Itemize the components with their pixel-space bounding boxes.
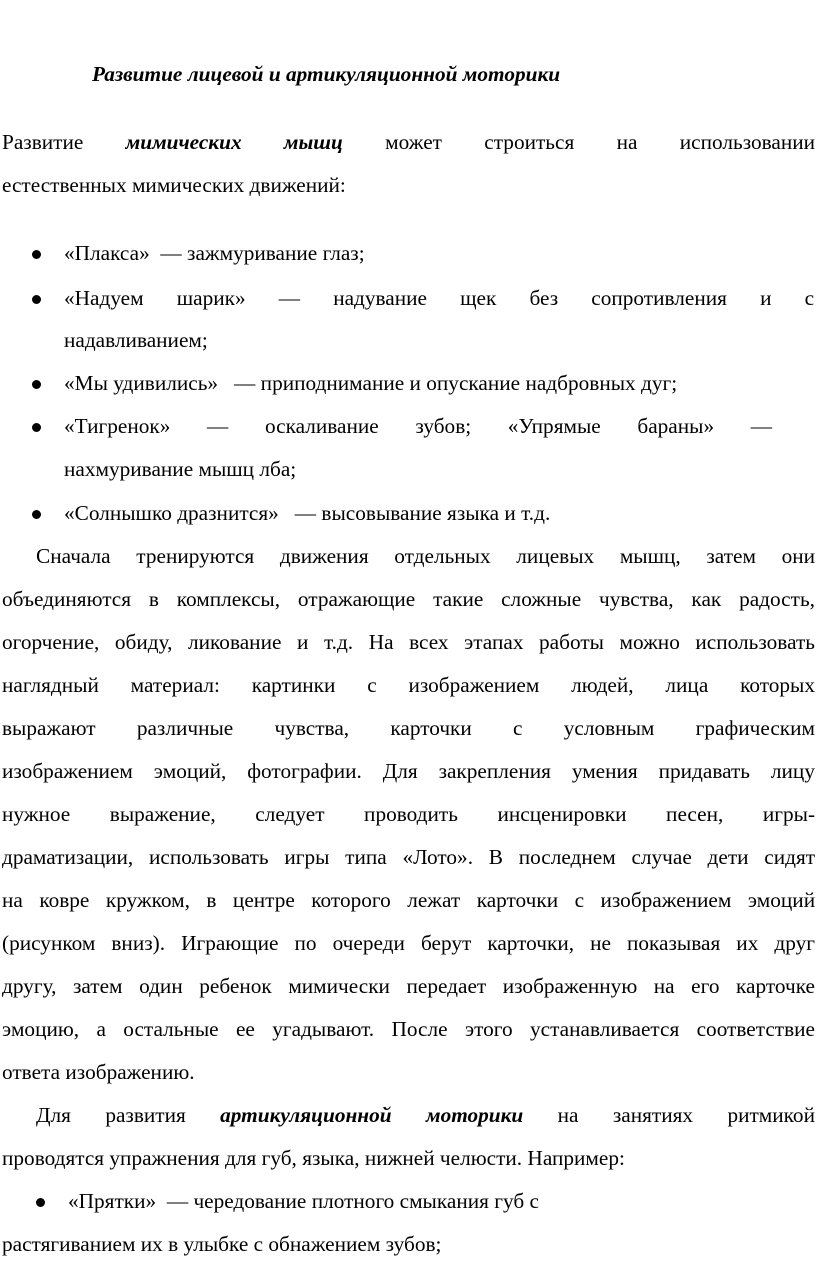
text-word: в (206, 888, 217, 912)
text-word: передает (406, 974, 487, 998)
text-word: Играющие (181, 931, 279, 955)
text-word: карточки (476, 888, 559, 912)
text-word: наглядный (2, 673, 99, 697)
text-word: Развитие (2, 130, 84, 154)
text-word: карточки, (487, 931, 575, 955)
bullet-desc: — приподнимание и опускание надбровных дуг; (234, 371, 678, 395)
text-word: центре (232, 888, 295, 912)
paragraph-line (36, 542, 815, 570)
text-word: и (296, 630, 309, 654)
text-word: т.д. (323, 630, 354, 654)
emphasis-articulation-motor: артикуляционной моторики (220, 1103, 524, 1127)
text-word: материал: (130, 673, 220, 697)
text-word: отдельных (394, 544, 491, 568)
text-word: затем (72, 974, 123, 998)
text-word: и (760, 286, 772, 310)
text-word: затем (706, 544, 756, 568)
text-word: придавать (658, 759, 751, 783)
text-word: — (750, 414, 773, 438)
text-word: изображенную (502, 974, 638, 998)
text-word: условным (563, 716, 655, 740)
text-word: ковре (39, 888, 90, 912)
text-word: эмоцию, (2, 1017, 80, 1041)
text-word: Для (382, 759, 418, 783)
text-word: не (590, 931, 611, 955)
text-word: друг (774, 931, 815, 955)
text-word: лежат (407, 888, 461, 912)
text-word: случае (631, 845, 692, 869)
text-word: объединяются (2, 587, 132, 611)
paragraph-line (2, 843, 815, 871)
text-word: с (574, 888, 585, 912)
text-word: бараны» (637, 414, 715, 438)
text-word: использовать (695, 630, 815, 654)
text-word: инсценировки (497, 802, 627, 826)
text-word: лицевых (516, 544, 595, 568)
text-word: мышц, (619, 544, 681, 568)
text-word: зубов; (415, 414, 472, 438)
text-word: картинки (251, 673, 336, 697)
text-word: использовании (679, 130, 816, 154)
text-word: их (736, 931, 759, 955)
bullet-term: «Плакса» (64, 241, 150, 265)
bullet-desc: — высовывание языка и т.д. (294, 501, 551, 525)
text-word: ее (235, 1017, 255, 1041)
artic-line-2: проводятся упражнения для губ, языка, нижней челюсти. Например: (2, 1146, 625, 1170)
text-word: соответствие (696, 1017, 815, 1041)
text-word: на (653, 974, 675, 998)
text-word: «Надуем (64, 286, 144, 310)
bullet-dot-icon (32, 250, 41, 259)
text-word: они (781, 544, 816, 568)
text-word: работы (539, 630, 604, 654)
text-word: изображением (2, 759, 133, 783)
text-word: остальные (123, 1017, 219, 1041)
text-word: развития (105, 1103, 186, 1127)
text-word: лица (665, 673, 709, 697)
text-word: После (391, 1017, 448, 1041)
text-word: различные (136, 716, 234, 740)
text-word: может (385, 130, 442, 154)
text-word: чувства, (274, 716, 350, 740)
text-word: игры (284, 845, 330, 869)
text-word: следует (255, 802, 325, 826)
intro-line-1 (2, 128, 815, 156)
text-word: а (96, 1017, 106, 1041)
text-word: с (367, 673, 377, 697)
text-word: — (207, 414, 229, 438)
text-word: дети (707, 845, 749, 869)
text-word: всех (409, 630, 449, 654)
text-word: огорчение, (2, 630, 100, 654)
text-word: его (691, 974, 720, 998)
text-word: драматизации, (2, 845, 134, 869)
text-word: мимически (288, 974, 390, 998)
text-word: такие (433, 587, 484, 611)
bullet-1 (64, 239, 365, 267)
text-word: На (368, 630, 394, 654)
text-word: изображением (408, 673, 540, 697)
paragraph-line (2, 714, 815, 742)
text-word: с (513, 716, 523, 740)
text-word: на (616, 130, 638, 154)
bullet-dot-icon (32, 380, 41, 389)
text-word: карточки (390, 716, 472, 740)
paragraph-line (2, 1015, 815, 1043)
paragraph-line (2, 585, 815, 613)
paragraph-line (2, 671, 815, 699)
text-word: проводить (364, 802, 458, 826)
bullet-desc: — зажмуривание глаз; (160, 241, 365, 265)
text-word: нужное (2, 802, 71, 826)
bullet-2-line-2: надавливанием; (64, 328, 208, 352)
text-word: этапах (464, 630, 524, 654)
text-word: графическим (695, 716, 816, 740)
last-bullet-line-1: «Прятки» — чередование плотного смыкания губ с (68, 1189, 539, 1213)
bullet-3 (64, 369, 677, 397)
text-word: использовать (149, 845, 269, 869)
text-word: обиду, (114, 630, 173, 654)
text-word: радость, (739, 587, 815, 611)
text-word: на (557, 1103, 579, 1127)
text-word: сидят (764, 845, 816, 869)
paragraph-line (2, 800, 815, 828)
text-word: берут (420, 931, 472, 955)
text-word: можно (619, 630, 680, 654)
text-word: ритмикой (727, 1103, 815, 1127)
text-word: строиться (484, 130, 575, 154)
text-word: ребенок (199, 974, 272, 998)
text-word: чувства, (599, 587, 674, 611)
text-word: закрепления (438, 759, 551, 783)
paragraph-last-line: ответа изображению. (2, 1060, 195, 1084)
text-word: последнем (518, 845, 616, 869)
text-word: (рисунком (2, 931, 96, 955)
text-word: умения (571, 759, 638, 783)
text-word: по (294, 931, 317, 955)
bullet-dot-icon (36, 1198, 45, 1207)
text-word: показывая (626, 931, 721, 955)
bullet-dot-icon (32, 295, 41, 304)
text-word: которых (740, 673, 815, 697)
text-word: фотографии. (247, 759, 362, 783)
bullet-4-line-2: нахмуривание мышц лба; (64, 457, 297, 481)
paragraph-line (2, 929, 815, 957)
text-word: «Тигренок» (64, 414, 171, 438)
text-word: эмоций, (153, 759, 227, 783)
text-word: без (529, 286, 559, 310)
text-word: песен, (666, 802, 724, 826)
text-word: надувание (333, 286, 428, 310)
text-word: людей, (571, 673, 634, 697)
text-word: изображением (600, 888, 732, 912)
paragraph-line (2, 628, 815, 656)
text-word: выражение, (109, 802, 216, 826)
text-word: игры- (762, 802, 816, 826)
paragraph-line (2, 886, 815, 914)
text-word: угадывают. (272, 1017, 375, 1041)
text-word: шарик» (176, 286, 246, 310)
text-word: — (278, 286, 301, 310)
text-word: этого (464, 1017, 513, 1041)
bullet-term: «Мы удивились» (64, 371, 219, 395)
text-word: отражающие (297, 587, 416, 611)
page-title: Развитие лицевой и артикуляционной моторики (92, 62, 561, 86)
bullet-5 (64, 499, 550, 527)
text-word: которого (311, 888, 391, 912)
text-word: В (488, 845, 503, 869)
text-word: ликование (188, 630, 282, 654)
text-word: сложные (501, 587, 582, 611)
text-word: типа (345, 845, 387, 869)
text-word: как (691, 587, 722, 611)
bullet-term: «Солнышко дразнится» (64, 501, 279, 525)
text-word: «Упрямые (507, 414, 601, 438)
text-word: «Лото». (402, 845, 474, 869)
last-bullet-line-2: растягиванием их в улыбке с обнажением зубов; (2, 1232, 442, 1256)
text-word: в (148, 587, 159, 611)
text-word: очереди (332, 931, 405, 955)
text-word: карточке (736, 974, 815, 998)
text-word: сопротивления (591, 286, 727, 310)
bullet-dot-icon (32, 423, 41, 432)
text-word: на (2, 888, 23, 912)
text-word: Для (36, 1103, 71, 1127)
text-word: Сначала (36, 544, 111, 568)
intro-line-2: естественных мимических движений: (2, 173, 346, 197)
paragraph-line (2, 972, 815, 1000)
text-word: устанавливается (529, 1017, 680, 1041)
emphasis-mimic-muscles: мимических мышц (125, 130, 343, 154)
text-word: с (804, 286, 815, 310)
text-word: лицу (770, 759, 815, 783)
text-word: комплексы, (176, 587, 281, 611)
text-word: занятиях (612, 1103, 694, 1127)
text-word: оскаливание (264, 414, 379, 438)
text-word: вниз). (111, 931, 166, 955)
paragraph-line (2, 757, 815, 785)
bullet-dot-icon (32, 510, 41, 519)
text-word: другу, (2, 974, 57, 998)
text-word: один (139, 974, 183, 998)
artic-line-1 (36, 1101, 815, 1129)
bullet-2-line-1 (64, 284, 814, 312)
text-word: щек (460, 286, 497, 310)
text-word: кружком, (105, 888, 190, 912)
bullet-4-line-1 (64, 412, 772, 440)
text-word: движения (279, 544, 369, 568)
text-word: эмоций (747, 888, 816, 912)
text-word: тренируются (136, 544, 255, 568)
text-word: выражают (2, 716, 96, 740)
